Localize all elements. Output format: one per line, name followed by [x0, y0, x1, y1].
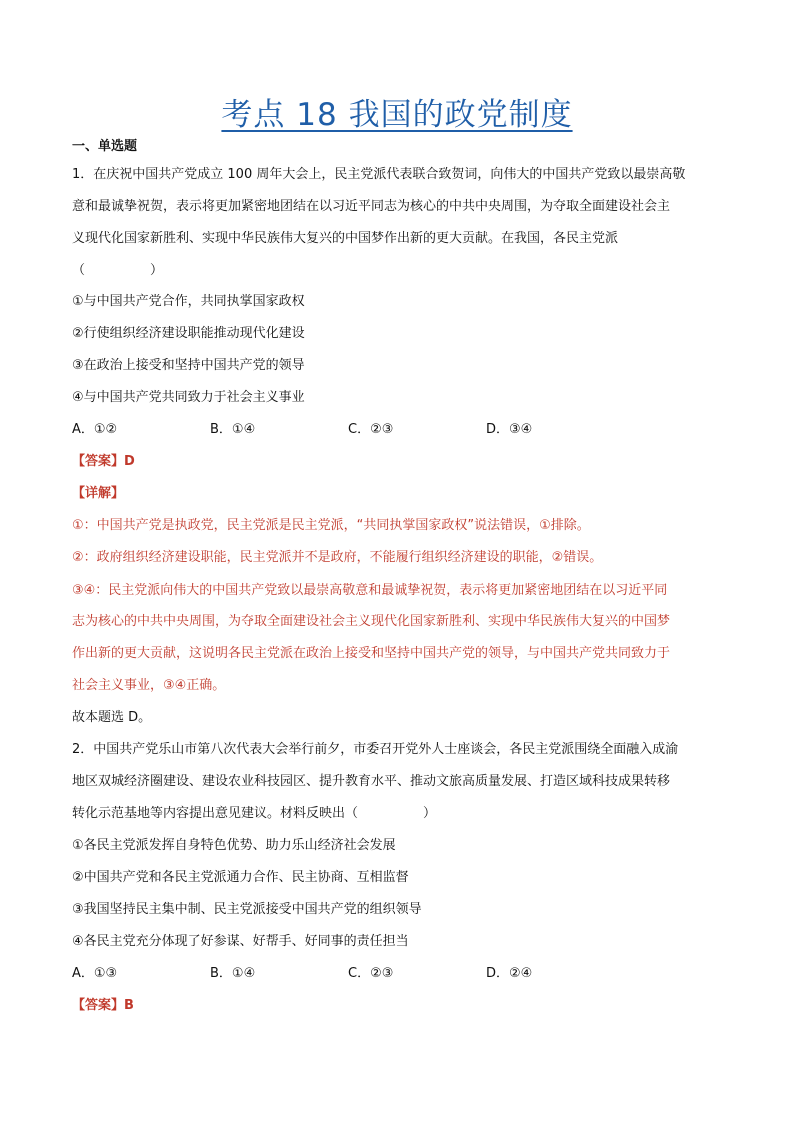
- q1-conclusion: 故本题选 D。: [72, 710, 152, 725]
- q1-stem-line: 1．在庆祝中国共产党成立 100 周年大会上，民主党派代表联合致贺词，向伟大的中国共产党致以最崇高敬: [72, 167, 686, 182]
- q2-item: ③我国坚持民主集中制、民主党派接受中国共产党的组织领导: [72, 902, 422, 917]
- q1-answer: 【答案】D: [72, 454, 135, 469]
- q2-option-d: D．②④: [486, 966, 533, 981]
- q1-detail-label: 【详解】: [72, 486, 125, 501]
- q1-explanation-line: ③④：民主党派向伟大的中国共产党致以最崇高敬意和最诚挚祝贺，表示将更加紧密地团结在以习近平同: [72, 583, 668, 598]
- q2-item: ②中国共产党和各民主党派通力合作、民主协商、互相监督: [72, 870, 409, 885]
- q2-item: ④各民主党充分体现了好参谋、好帮手、好同事的责任担当: [72, 934, 409, 949]
- q1-explanation-line: 志为核心的中共中央周围，为夺取全面建设社会主义现代化国家新胜利、实现中华民族伟大复兴的中国梦: [72, 614, 671, 629]
- q2-stem-line: 地区双城经济圈建设、建设农业科技园区、提升教育水平、推动文旅高质量发展、打造区域科技成果转移: [72, 774, 671, 789]
- q1-explanation-line: ②：政府组织经济建设职能，民主党派并不是政府，不能履行组织经济建设的职能，②错误。: [72, 550, 603, 565]
- q1-option-c: C．②③: [348, 422, 394, 437]
- q1-answer-blank: （ ）: [72, 263, 164, 278]
- q1-item: ①与中国共产党合作，共同执掌国家政权: [72, 294, 305, 309]
- q2-answer: 【答案】B: [72, 998, 134, 1013]
- q1-explanation-line: ①：中国共产党是执政党，民主党派是民主党派，“共同执掌国家政权”说法错误，①排除。: [72, 518, 590, 533]
- q2-item: ①各民主党派发挥自身特色优势、助力乐山经济社会发展: [72, 838, 396, 853]
- page-title: 考点 18 我国的政党制度: [221, 97, 573, 133]
- q1-stem-line: 义现代化国家新胜利、实现中华民族伟大复兴的中国梦作出新的更大贡献。在我国，各民主党派: [72, 231, 619, 246]
- q1-item: ④与中国共产党共同致力于社会主义事业: [72, 390, 305, 405]
- q1-option-b: B．①④: [210, 422, 256, 437]
- q1-item: ②行使组织经济建设职能推动现代化建设: [72, 326, 305, 341]
- q1-explanation-line: 社会主义事业，③④正确。: [72, 678, 226, 693]
- section-heading: 一、单选题: [72, 139, 138, 154]
- q1-option-d: D．③④: [486, 422, 533, 437]
- q2-option-b: B．①④: [210, 966, 256, 981]
- q2-option-a: A．①③: [72, 966, 118, 981]
- q2-stem-line: 转化示范基地等内容提出意见建议。材料反映出（ ）: [72, 806, 437, 821]
- q2-option-c: C．②③: [348, 966, 394, 981]
- q1-option-a: A．①②: [72, 422, 118, 437]
- q2-stem-line: 2．中国共产党乐山市第八次代表大会举行前夕，市委召开党外人士座谈会，各民主党派围绕全面融入成渝: [72, 742, 679, 757]
- q1-stem-line: 意和最诚挚祝贺，表示将更加紧密地团结在以习近平同志为核心的中共中央周围，为夺取全面建设社会主: [72, 199, 671, 214]
- q1-item: ③在政治上接受和坚持中国共产党的领导: [72, 358, 305, 373]
- q1-explanation-line: 作出新的更大贡献，这说明各民主党派在政治上接受和坚持中国共产党的领导，与中国共产党共同致力于: [72, 646, 671, 661]
